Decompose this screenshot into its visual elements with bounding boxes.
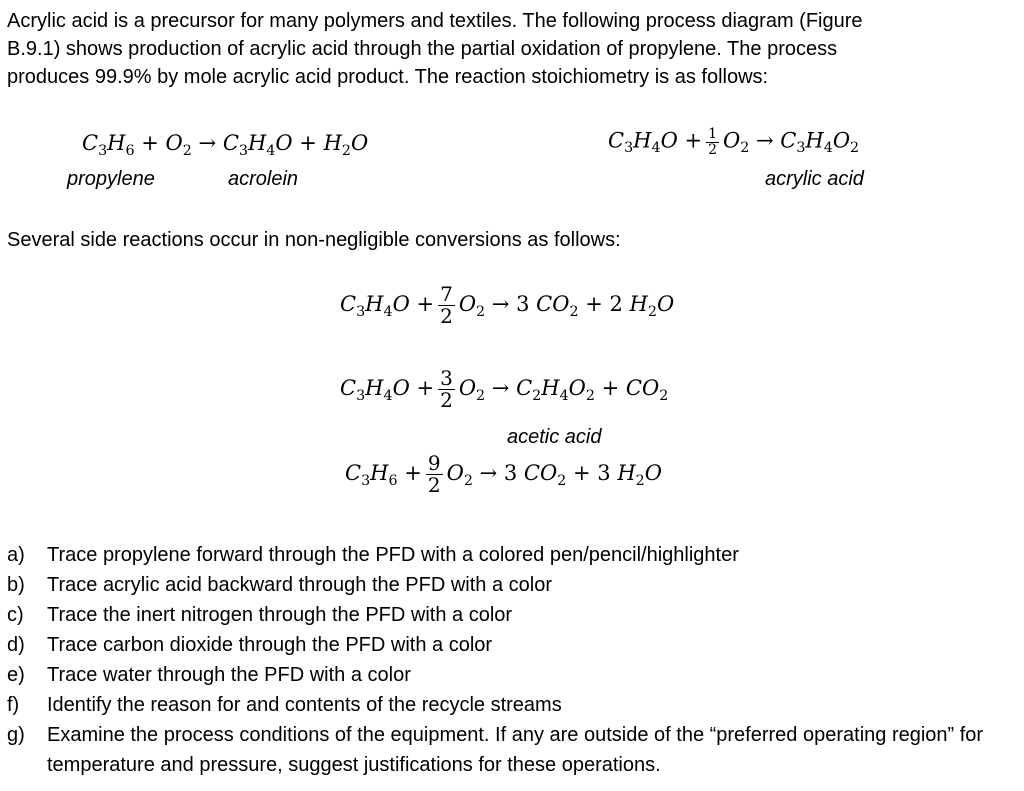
question-text: Trace carbon dioxide through the PFD with a color: [47, 634, 493, 656]
fraction-nine-halves: $\frac{9}{2}$: [427, 451, 441, 497]
reaction-acrolein-to-acrylic-acid: $C_3H_4O$ + $\frac{1}{2}$ $O_2 \to C_3H_4O_2$: [608, 126, 860, 158]
question-marker: f): [7, 694, 20, 716]
question-item: [7, 630, 1017, 660]
question-marker: a): [7, 544, 25, 566]
question-item: [7, 600, 1017, 630]
intro-line: B.9.1) shows production of acrylic acid through the partial oxidation of propylene. The process: [7, 38, 838, 60]
fraction-seven-halves: $\frac{7}{2}$: [440, 282, 453, 328]
question-marker: d): [7, 634, 25, 656]
question-text: Identify the reason for and contents of the recycle streams: [47, 694, 562, 716]
question-text: Trace acrylic acid backward through the PFD with a color: [47, 574, 553, 596]
label-acrolein: acrolein: [228, 168, 299, 190]
label-acrylic-acid: acrylic acid: [765, 168, 864, 190]
label-propylene: propylene: [67, 168, 155, 190]
question-marker: g): [7, 724, 25, 746]
question-marker: b): [7, 574, 25, 596]
intro-line: Acrylic acid is a precursor for many polymers and textiles. The following process diagram (Figure: [7, 10, 863, 32]
question-item: [7, 690, 1017, 720]
question-item: [7, 720, 1017, 780]
question-text: Trace the inert nitrogen through the PFD with a color: [47, 604, 513, 626]
question-text: Trace water through the PFD with a color: [47, 664, 411, 686]
label-acetic-acid: acetic acid: [507, 426, 602, 448]
fraction-three-halves: $\frac{3}{2}$: [440, 366, 453, 412]
fraction-one-half: $\frac{1}{2}$: [708, 126, 717, 158]
question-item: [7, 540, 1017, 570]
side-reaction-acrolein-combustion: $C_3H_4O$ + $\frac{7}{2}$ $O_2 \to 3$ $CO_2 + 2$ $H_2O$: [340, 282, 675, 328]
intro-paragraph: [7, 7, 1007, 91]
intro-line: produces 99.9% by mole acrylic acid product. The reaction stoichiometry is as follows:: [7, 66, 769, 88]
question-item: [7, 660, 1017, 690]
question-text: Examine the process conditions of the equipment. If any are outside of the “preferred operating region” for temperature and pressure, suggest justifications for these operations.: [47, 724, 984, 776]
question-marker: e): [7, 664, 25, 686]
question-marker: c): [7, 604, 24, 626]
side-reactions-intro: Several side reactions occur in non-negligible conversions as follows:: [7, 229, 621, 251]
question-list: [7, 540, 1017, 780]
reaction-propylene-to-acrolein: $C_3H_6 + O_2 \to C_3H_4O + H_2O$: [82, 131, 369, 159]
question-text: Trace propylene forward through the PFD with a colored pen/pencil/highlighter: [47, 544, 739, 566]
side-reaction-propylene-combustion: $C_3H_6$ + $\frac{9}{2}$ $O_2 \to 3$ $CO_2 + 3$ $H_2O$: [345, 451, 662, 497]
question-item: [7, 570, 1017, 600]
side-reaction-acetic-acid: $C_3H_4O$ + $\frac{3}{2}$ $O_2 \to C_2H_4O_2 + CO_2$: [340, 366, 669, 412]
